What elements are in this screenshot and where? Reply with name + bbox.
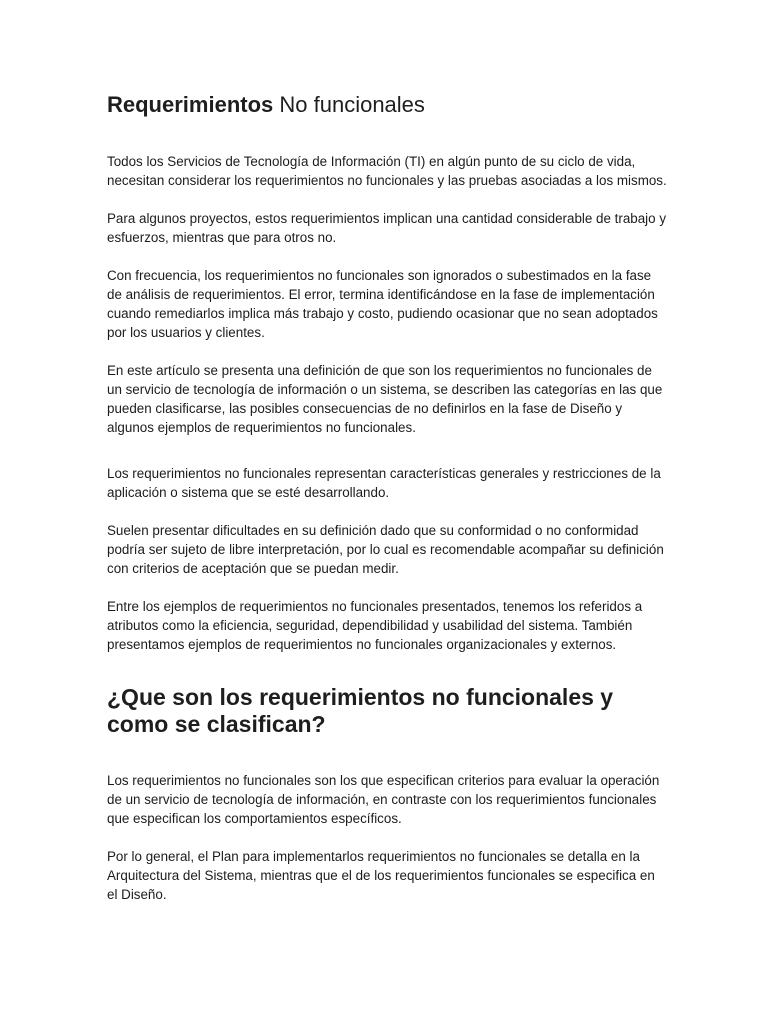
paragraph-body-1: Los requerimientos no funcionales representan características generales y restricciones de la aplicación o sistema que se esté desarrollando. xyxy=(107,466,661,500)
paragraph-section-1: Los requerimientos no funcionales son los que especifican criterios para evaluar la operación de un servicio de tecnología de información, en contraste con los requerimientos funcionales que especifican los comportamientos específicos. xyxy=(107,773,660,826)
page-title-rest: No funcionales xyxy=(273,92,425,117)
document-content xyxy=(107,88,667,923)
page-title xyxy=(107,88,667,122)
section-heading: ¿Que son los requerimientos no funcionales y como se clasifican? xyxy=(107,684,614,737)
paragraph-body-3: Entre los ejemplos de requerimientos no funcionales presentados, tenemos los referidos a atributos como la eficiencia, seguridad, dependibilidad y usabilidad del sistema. También presentamos ejemplos de requerimientos no funcionales organizacionales y externos. xyxy=(107,599,643,652)
paragraph-section-2: Por lo general, el Plan para implementarlos requerimientos no funcionales se detalla en la Arquitectura del Sistema, mientras que el de los requerimientos funcionales se especifica en el Diseño. xyxy=(107,849,655,902)
paragraph-intro-3: Con frecuencia, los requerimientos no funcionales son ignorados o subestimados en la fase de análisis de requerimientos. El error, termina identificándose en la fase de implementación cuando remediarlos implica más trabajo y costo, pudiendo ocasionar que no sean adoptados por los usuarios y clientes. xyxy=(107,268,658,340)
paragraph-intro-2: Para algunos proyectos, estos requerimientos implican una cantidad considerable de trabajo y esfuerzos, mientras que para otros no. xyxy=(107,211,667,245)
page-title-bold: Requerimientos xyxy=(107,92,274,117)
paragraph-intro-4: En este artículo se presenta una definición de que son los requerimientos no funcionales de un servicio de tecnología de información o un sistema, se describen las categorías en las que pueden clasificarse, las posibles consecuencias de no definirlos en la fase de Diseño y algunos ejemplos de requerimientos no funcionales. xyxy=(107,363,663,435)
paragraph-intro-1: Todos los Servicios de Tecnología de Información (TI) en algún punto de su ciclo de vida, necesitan considerar los requerimientos no funcionales y las pruebas asociadas a los mismos. xyxy=(107,154,667,188)
paragraph-body-2: Suelen presentar dificultades en su definición dado que su conformidad o no conformidad podría ser sujeto de libre interpretación, por lo cual es recomendable acompañar su definición con criterios de aceptación que se puedan medir. xyxy=(107,523,664,576)
